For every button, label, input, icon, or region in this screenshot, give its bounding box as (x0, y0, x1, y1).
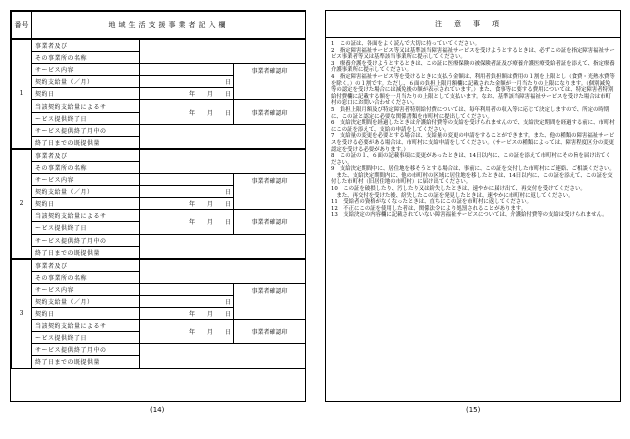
provider-name-field[interactable] (140, 149, 306, 173)
confirm-stamp-label: 事業者確認印 (234, 283, 306, 319)
contract-date-field[interactable]: 年 月 日 (140, 198, 234, 210)
end-date-label: 当該契約支給量によるサ (32, 100, 140, 112)
contract-amount-label: 契約支給量（／月） (32, 186, 140, 198)
used-amount-label: サービス提供終了月中の (32, 234, 140, 246)
contract-amount-field[interactable]: 日 (140, 186, 234, 198)
service-field[interactable] (140, 174, 234, 186)
note-item: 8 この証の１、６面の記載事項に変更があったときは、14日以内に、この証を添えて市町村にその旨を届け出てください。 (331, 153, 611, 166)
contract-date-label: 契約日 (32, 88, 140, 100)
provider-entry-table (11, 11, 306, 39)
end-date-field[interactable]: 年 月 日 (140, 100, 234, 124)
provider-label-line2: その事業所の名称 (32, 52, 140, 64)
contract-amount-label: 契約支給量（／月） (32, 295, 140, 307)
provider-entry-page (10, 10, 306, 402)
group-number: 3 (12, 259, 32, 368)
note-item: 4 指定障害福祉サービス等を受けるときに支払う金額は、利用者負担額は費用の１割を上限とし（食費・光熱水費等を除く。）の１割です。ただし、６面の負担上限月額欄に記載された金額が一月当たりの上限になります。（個別減免等の認定を受けた場合には減免後の額が表示されています。）また、食事等に要する費用については、特定障害者特別給付費欄に記載する額を一月当たりの上限として支払います。なお、基準該当障害福祉サービスを受けた場合は市町村の窓口にお問い合わせください。 (331, 73, 615, 107)
table-title: 地域生活支援事業者記入欄 (32, 12, 306, 39)
contract-date-label: 契約日 (32, 198, 140, 210)
end-date-label-line2: ービス提供終了日 (32, 222, 140, 234)
used-amount-label-line2: 終了日までの既提供量 (32, 136, 140, 148)
contract-amount-field[interactable]: 日 (140, 295, 234, 307)
used-amount-field[interactable] (140, 344, 306, 368)
end-date-field[interactable]: 年 月 日 (140, 210, 234, 234)
end-date-label: 当該契約支給量によるサ (32, 320, 140, 332)
contract-date-label: 契約日 (32, 308, 140, 320)
service-field[interactable] (140, 64, 234, 76)
confirm-stamp-label: 事業者確認印 (234, 210, 306, 234)
note-item: 11 受給者の資格がなくなったときは、直ちにこの証を市町村に返してください。 (331, 199, 532, 206)
notes-title: 注意事項 (326, 11, 620, 38)
used-amount-label-line2: 終了日までの既提供量 (32, 356, 140, 368)
contract-date-field[interactable]: 年 月 日 (140, 308, 234, 320)
used-amount-label: サービス提供終了月中の (32, 124, 140, 136)
end-date-label-line2: ービス提供終了日 (32, 332, 140, 344)
note-item: 9 支給決定期間中に、居住地を移そうとする場合は、事前に、この証を交付した市町村にご連絡、ご相談ください。 (331, 166, 615, 173)
service-field[interactable] (140, 283, 234, 295)
notes-page (325, 10, 621, 402)
notes-list (326, 38, 620, 222)
page-number-right: (15) (466, 406, 481, 414)
service-label: サービス内容 (32, 64, 140, 76)
used-amount-label: サービス提供終了月中の (32, 344, 140, 356)
provider-label: 事業者及び (32, 40, 140, 52)
note-item: 13 支給決定の内容欄に記載されていない障害福祉サービスについては、介護給付費等の支給は受けられません。 (331, 212, 608, 219)
provider-name-field[interactable] (140, 40, 306, 64)
provider-name-field[interactable] (140, 259, 306, 283)
used-amount-label-line2: 終了日までの既提供量 (32, 246, 140, 258)
contract-amount-field[interactable]: 日 (140, 76, 234, 88)
provider-label: 事業者及び (32, 259, 140, 271)
confirm-stamp-label: 事業者確認印 (234, 64, 306, 100)
contract-date-field[interactable]: 年 月 日 (140, 88, 234, 100)
provider-group (11, 149, 306, 259)
used-amount-field[interactable] (140, 124, 306, 148)
provider-groups (11, 39, 305, 369)
confirm-stamp-label: 事業者確認印 (234, 174, 306, 210)
end-date-label: 当該契約支給量によるサ (32, 210, 140, 222)
contract-amount-label: 契約支給量（／月） (32, 76, 140, 88)
group-number: 2 (12, 149, 32, 258)
number-header: 番号 (12, 12, 32, 39)
service-label: サービス内容 (32, 283, 140, 295)
note-item: また、支給決定期間内に、他の市町村の区域に居住地を移したときは、14日以内に、この証を添えて、この証を交付した市町村（旧居住地の市町村）に届け出てください。 (331, 172, 613, 186)
end-date-field[interactable]: 年 月 日 (140, 320, 234, 344)
provider-label: 事業者及び (32, 149, 140, 161)
service-label: サービス内容 (32, 174, 140, 186)
note-item: 2 指定障害福祉サービス等又は基準該当障害福祉サービスを受けようとするときは、必ずこの証を指定障害福祉サービス事業者等又は基準該当事業所に提示してください。 (331, 47, 615, 61)
provider-label-line2: その事業所の名称 (32, 161, 140, 173)
note-item: 5 負担上限月額及び特定障害者特別給付費については、毎年利用者の収入等に応じて決定しますので、所定の時期に、この証と認定に必要な関係書類を市町村に提出してください。 (331, 106, 610, 120)
note-item: 1 この証は、各面をよく読んで大切に持っていてください。 (331, 41, 480, 47)
provider-label-line2: その事業所の名称 (32, 271, 140, 283)
confirm-stamp-label: 事業者確認印 (234, 100, 306, 124)
confirm-stamp-label: 事業者確認印 (234, 320, 306, 344)
note-item: 10 この証を破損したり、汚したり又は紛失したときは、速やかに届け出て、再交付を受けてください。 (331, 186, 586, 193)
page-number-left: (14) (150, 406, 165, 414)
provider-group (11, 259, 306, 369)
group-number: 1 (12, 40, 32, 149)
note-item: 6 支給決定期間を経過したときは介護給付費等の支給を受けられませんので、支給決定期間を経過する前に、市町村にこの証を添えて、支給の申請をしてください。 (331, 120, 615, 133)
used-amount-field[interactable] (140, 234, 306, 258)
provider-group (11, 39, 306, 149)
note-item: 12 不正にこの証を使用した者は、関係法令により処罰されることがあります。 (331, 205, 527, 212)
note-item: また、再交付を受けた後、紛失したこの証を発見したときは、速やかに市町村に返してください。 (331, 192, 574, 199)
note-item: 7 支給量の変更を必要とする場合は、支給量の変更の申請をすることができます。また、他の種類の障害福祉サービスを受ける必要がある場合は、市町村に支給申請をしてください。（サービスの種類によっては、障害程度区分の変更認定を受ける必要があります。） (331, 133, 615, 153)
end-date-label-line2: ービス提供終了日 (32, 112, 140, 124)
table-header (12, 12, 306, 39)
note-item: 3 療養介護を受けようとするときは、この証に医療保険の被保険者証及び療養介護医療受給者証を添えて、指定療養介護事業所に提示してください。 (331, 60, 615, 74)
